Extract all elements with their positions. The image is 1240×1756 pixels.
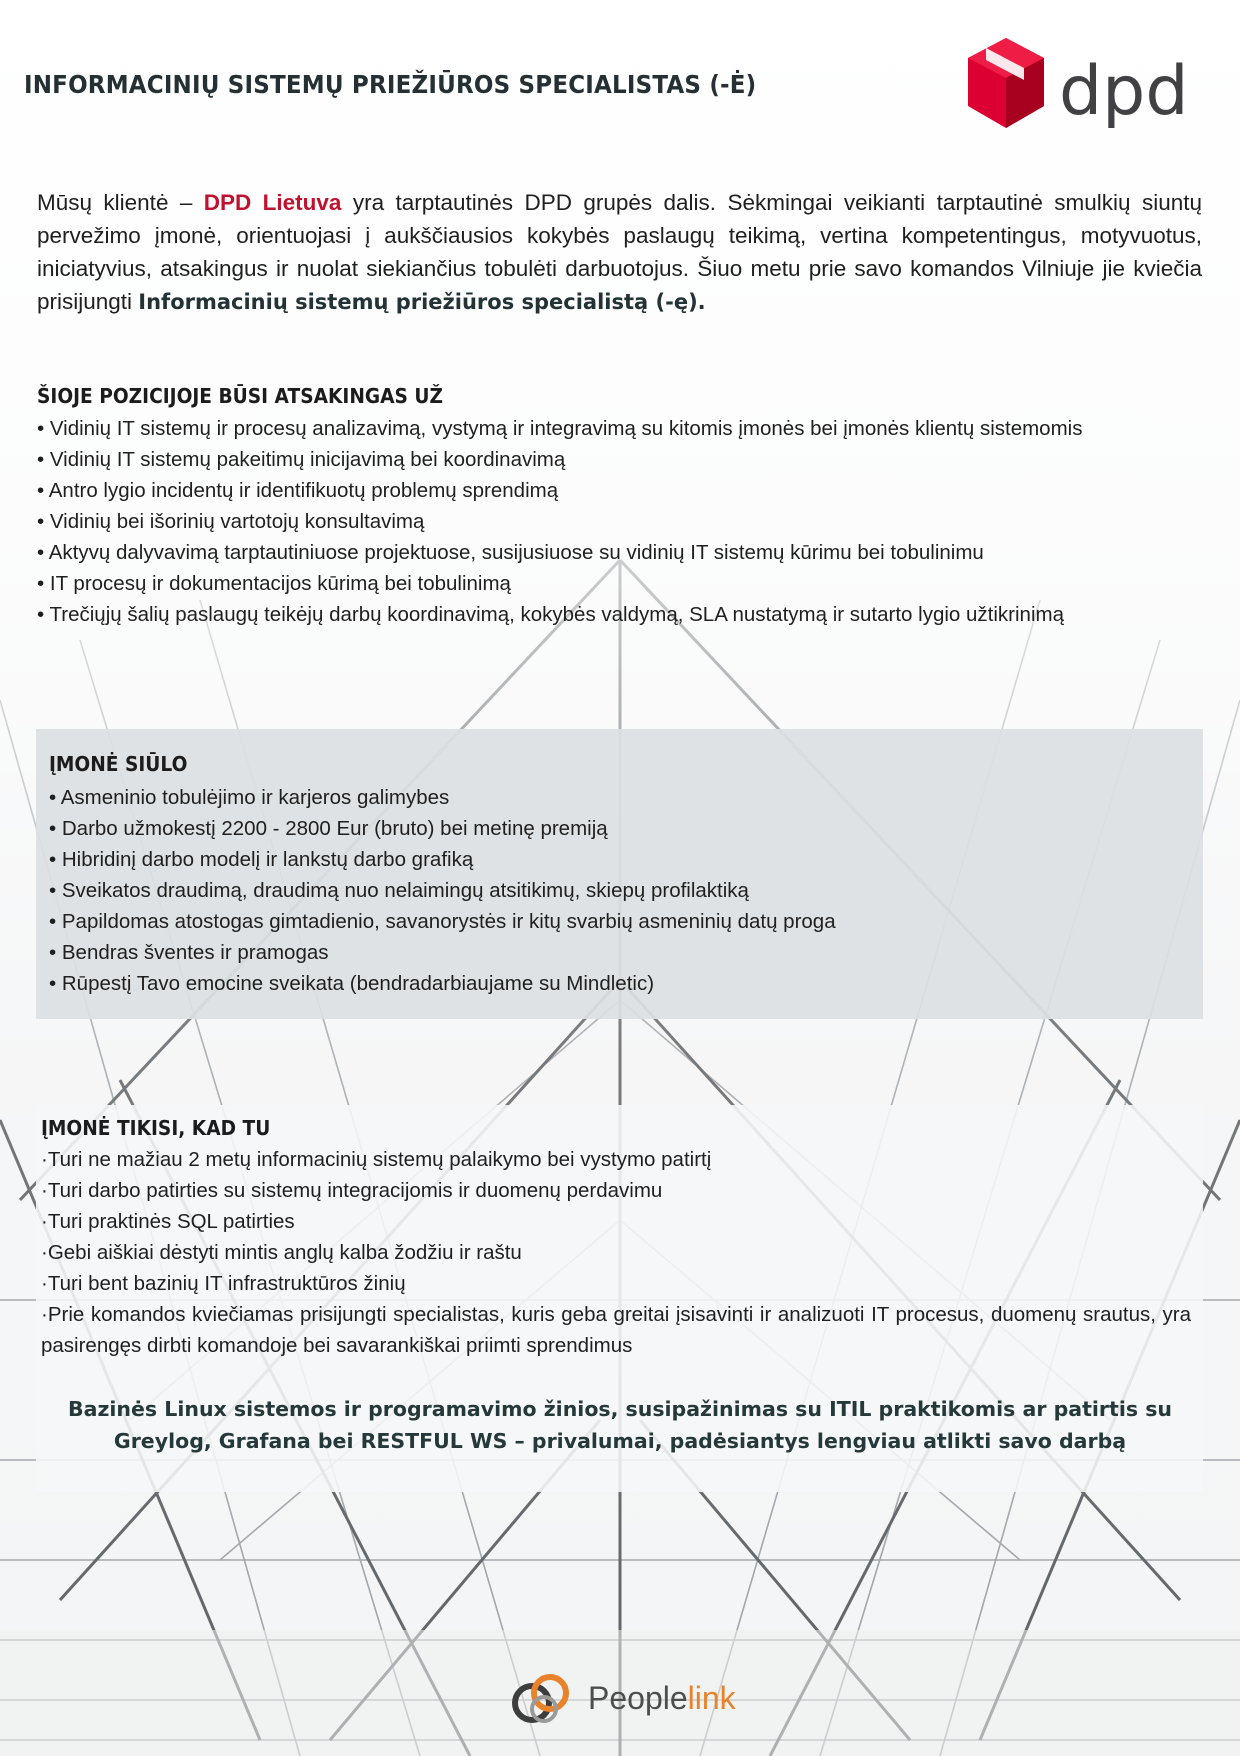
list-item: • Antro lygio incidentų ir identifikuotų problemų sprendimą [37, 479, 559, 502]
expectations-list [41, 1144, 1191, 1361]
dpd-logo-text: dpd [1059, 52, 1189, 131]
list-item: • Vidinių bei išorinių vartotojų konsultavimą [37, 510, 425, 533]
list-item: • Aktyvų dalyvavimą tarptautiniuose projektuose, susijusiuose su vidinių IT sistemų kūrimu bei tobulinimu [37, 541, 984, 564]
dpd-logo [966, 36, 1206, 136]
list-item: • IT procesų ir dokumentacijos kūrimą bei tobulinimą [37, 572, 511, 595]
offers-list [49, 782, 1169, 999]
list-item: • Rūpestį Tavo emocine sveikata (bendradarbiaujame su Mindletic) [49, 972, 655, 995]
list-item: • Asmeninio tobulėjimo ir karjeros galimybes [49, 786, 450, 809]
list-item: ·Turi ne mažiau 2 metų informacinių sistemų palaikymo bei vystymo patirtį [41, 1148, 712, 1171]
page-title: INFORMACINIŲ SISTEMŲ PRIEŽIŪROS SPECIALISTAS (-Ė) [24, 70, 757, 99]
list-item: • Sveikatos draudimą, draudimą nuo nelaimingų atsitikimų, skiepų profilaktiką [49, 879, 749, 902]
peoplelink-accent: link [687, 1680, 736, 1716]
list-item: ·Turi praktinės SQL patirties [41, 1210, 295, 1233]
list-item: • Bendras šventes ir pramogas [49, 941, 329, 964]
list-item: • Vidinių IT sistemų ir procesų analizavimą, vystymą ir integravimą su kitomis įmonės bei įmonės klientų sistemomis [37, 417, 1083, 440]
client-brand: DPD Lietuva [203, 190, 342, 215]
responsibilities-list [37, 413, 1199, 630]
list-item: ·Prie komandos kviečiamas prisijungti specialistas, kuris geba greitai įsisavinti ir analizuoti IT procesus, duomenų srautus, yra pasirengęs dirbti komandoje bei savarankiškai priimti sprendimus [41, 1303, 1191, 1357]
position-name: Informacinių sistemų priežiūros specialistą (-ę). [138, 290, 706, 314]
intro-paragraph [37, 186, 1202, 319]
expectations-heading: ĮMONĖ TIKISI, KAD TU [41, 1116, 271, 1140]
list-item: • Trečiųjų šalių paslaugų teikėjų darbų koordinavimą, kokybės valdymą, SLA nustatymą ir sutarto lygio užtikrinimą [37, 603, 1064, 626]
list-item: • Darbo užmokestį 2200 - 2800 Eur (bruto) bei metinę premiją [49, 817, 608, 840]
responsibilities-heading: ŠIOJE POZICIJOJE BŪSI ATSAKINGAS UŽ [37, 384, 444, 408]
list-item: • Vidinių IT sistemų pakeitimų inicijavimą bei koordinavimą [37, 448, 566, 471]
peoplelink-rings-icon [506, 1665, 576, 1735]
list-item: ·Turi bent bazinių IT infrastruktūros žinių [41, 1272, 406, 1295]
dpd-cube-icon [966, 36, 1206, 136]
advantages-note: Bazinės Linux sistemos ir programavimo žinios, susipažinimas su ITIL praktikomis ar patirtis su Greylog, Grafana bei RESTFUL WS – privalumai, padėsiantys lengviau atlikti savo darbą [68, 1397, 1172, 1453]
peoplelink-wordmark [588, 1680, 736, 1717]
list-item: • Papildomas atostogas gimtadienio, savanorystės ir kitų svarbių asmeninių datų proga [49, 910, 836, 933]
intro-part2: yra tarptautinės DPD grupės dalis. Sėkmingai veikianti tarptautinė smulkių siuntų pervežimo įmonė, orientuojasi į aukščiausios kokybės paslaugų teikimą, vertina kompetentingus, motyvuotus, iniciatyvius, atsakingus ir nuolat siekiančius tobulėti darbuotojus. Šiuo metu prie savo komandos Vilniuje jie kviečia prisijungti [37, 190, 1202, 314]
list-item: • Hibridinį darbo modelį ir lankstų darbo grafiką [49, 848, 474, 871]
list-item: ·Turi darbo patirties su sistemų integracijomis ir duomenų perdavimu [41, 1179, 663, 1202]
peoplelink-main: People [588, 1680, 688, 1716]
intro-part1: Mūsų klientė – [37, 190, 204, 215]
list-item: ·Gebi aiškiai dėstyti mintis anglų kalba žodžiu ir raštu [41, 1241, 522, 1264]
peoplelink-logo [506, 1665, 576, 1735]
offers-heading: ĮMONĖ SIŪLO [49, 752, 188, 776]
